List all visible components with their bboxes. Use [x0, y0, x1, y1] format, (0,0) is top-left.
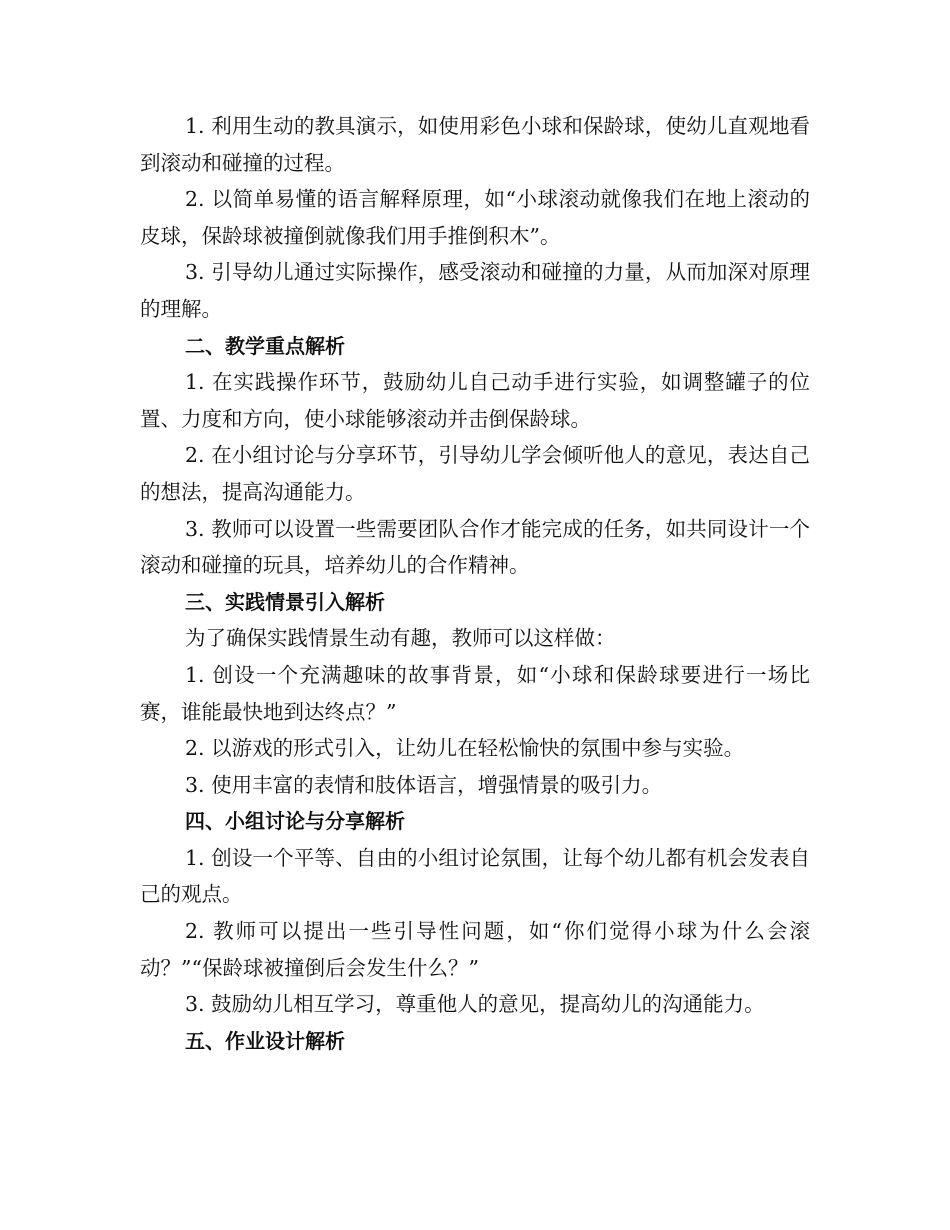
paragraph-item: 1. 利用生动的教具演示，如使用彩色小球和保龄球，使幼儿直观地看到滚动和碰撞的过程。: [140, 114, 810, 175]
paragraph-item: 3. 鼓励幼儿相互学习，尊重他人的意见，提高幼儿的沟通能力。: [185, 992, 765, 1017]
section-heading: 三、实践情景引入解析: [185, 589, 385, 614]
paragraph-item: 2. 教师可以提出一些引导性问题，如“你们觉得小球为什么会滚动？”“保龄球被撞倒后会发生什么？”: [140, 919, 810, 980]
paragraph-item: 2. 在小组讨论与分享环节，引导幼儿学会倾听他人的意见，表达自己的想法，提高沟通能力。: [140, 443, 810, 504]
paragraph-item: 2. 以简单易懂的语言解释原理，如“小球滚动就像我们在地上滚动的皮球，保龄球被撞倒就像我们用手推倒积木”。: [140, 187, 810, 248]
paragraph-item: 1. 创设一个平等、自由的小组讨论氛围，让每个幼儿都有机会发表自己的观点。: [140, 845, 810, 907]
paragraph-item: 1. 在实践操作环节，鼓励幼儿自己动手进行实验，如调整罐子的位置、力度和方向，使小球能够滚动并击倒保龄球。: [140, 370, 810, 431]
paragraph-item: 3. 使用丰富的表情和肢体语言，增强情景的吸引力。: [185, 772, 663, 797]
paragraph-item: 3. 教师可以设置一些需要团队合作才能完成的任务，如共同设计一个滚动和碰撞的玩具，培养幼儿的合作精神。: [140, 516, 810, 578]
document-body: [140, 108, 810, 1059]
section-heading: 四、小组讨论与分享解析: [185, 809, 405, 834]
paragraph-item: 1. 创设一个充满趣味的故事背景，如“小球和保龄球要进行一场比赛，谁能最快地到达终点？”: [140, 662, 810, 724]
section-heading: 五、作业设计解析: [185, 1028, 345, 1053]
paragraph-item: 3. 引导幼儿通过实际操作，感受滚动和碰撞的力量，从而加深对原理的理解。: [140, 260, 810, 321]
section-heading: 二、教学重点解析: [185, 333, 345, 358]
paragraph-item: 2. 以游戏的形式引入，让幼儿在轻松愉快的氛围中参与实验。: [185, 736, 745, 761]
paragraph-item: 为了确保实践情景生动有趣，教师可以这样做：: [185, 626, 616, 651]
